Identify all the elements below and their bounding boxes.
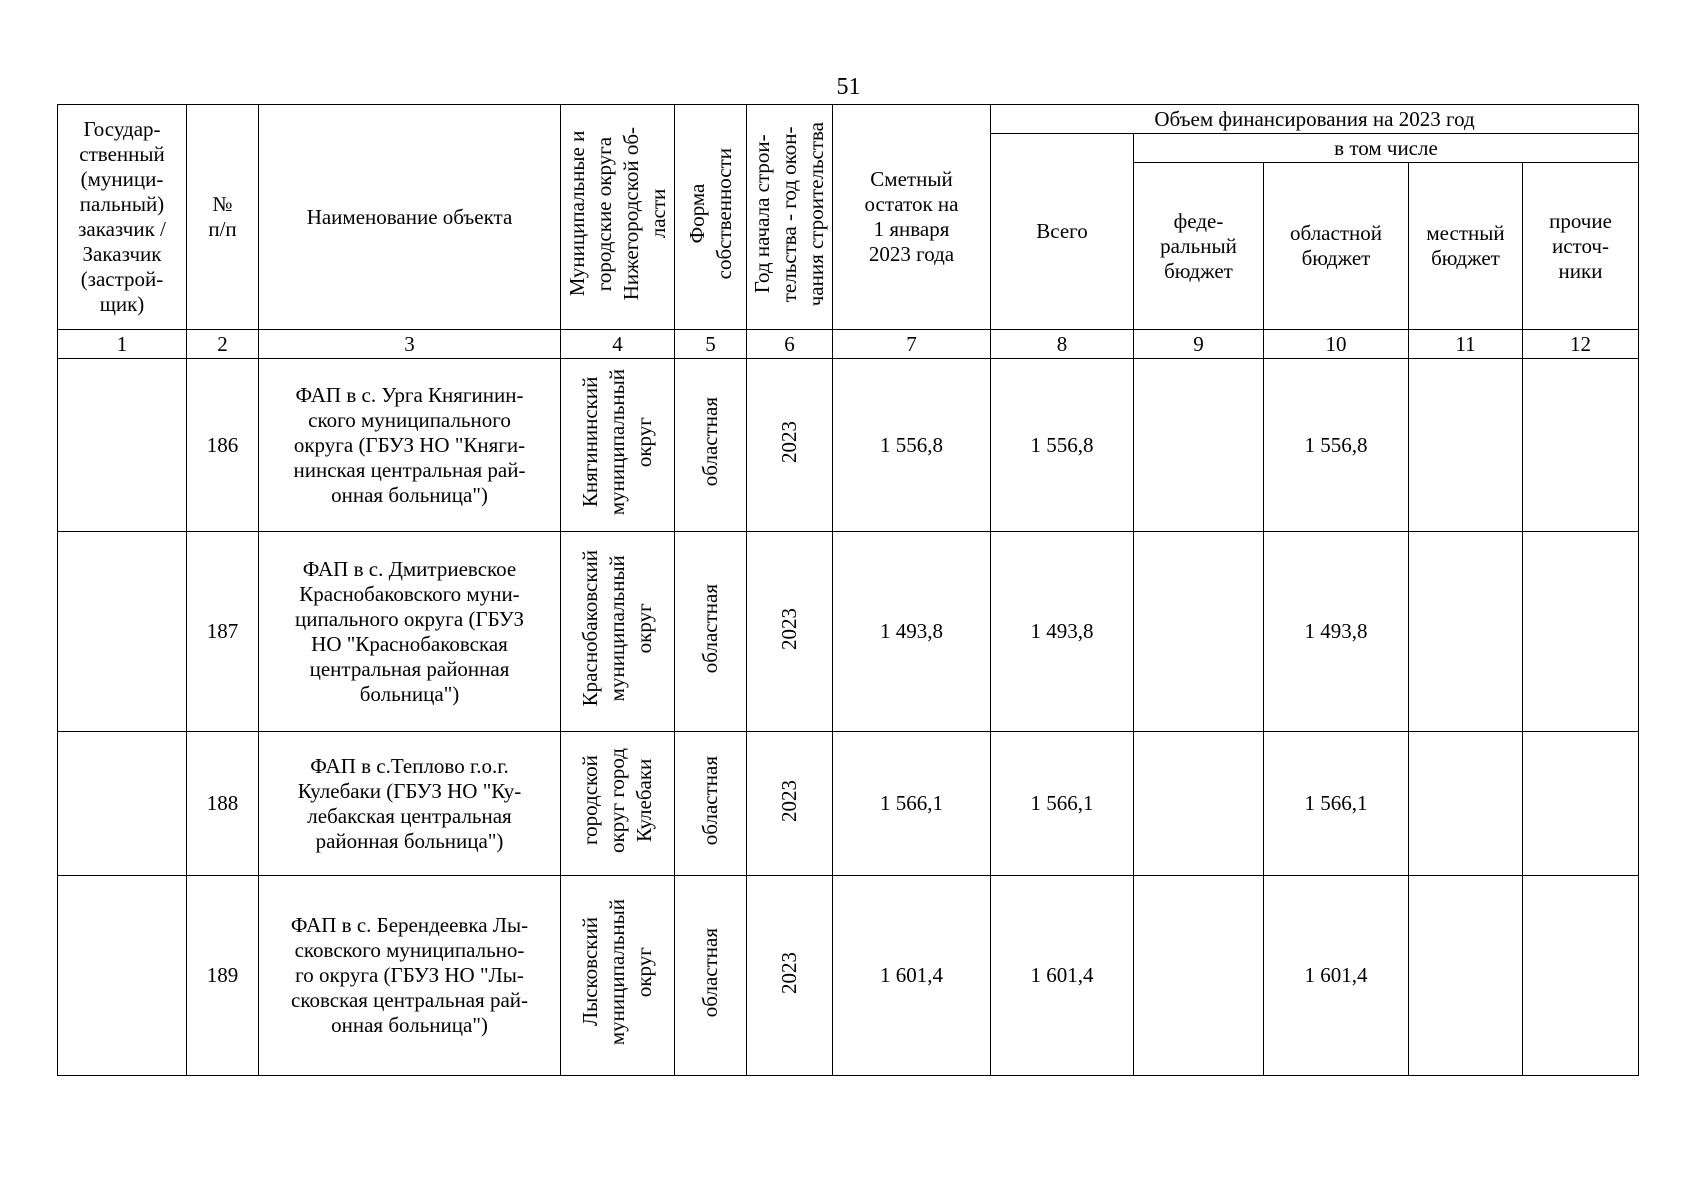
header-customer [58, 105, 187, 330]
cell-customer [58, 876, 187, 1076]
cell-other [1523, 876, 1639, 1076]
cell-years-text: 2023 [777, 779, 801, 822]
cell-num: 187 [187, 532, 259, 732]
cell-name [259, 876, 561, 1076]
cell-estimate: 1 556,8 [833, 359, 991, 532]
column-number: 9 [1134, 330, 1264, 359]
cell-customer [58, 732, 187, 876]
cell-name [259, 532, 561, 732]
header-other-text: прочие источ- ники [1549, 208, 1612, 283]
column-number: 1 [58, 330, 187, 359]
cell-name-text: ФАП в с.Теплово г.о.г. Кулебаки (ГБУЗ НО "Ку- лебакская центральная районная больница") [297, 753, 522, 853]
header-including [1134, 134, 1639, 163]
cell-estimate: 1 493,8 [833, 532, 991, 732]
cell-local [1409, 359, 1523, 532]
table-row [58, 732, 1639, 876]
cell-ownership [675, 732, 747, 876]
cell-district [561, 732, 675, 876]
cell-total: 1 493,8 [991, 532, 1134, 732]
header-ownership [675, 105, 747, 330]
cell-estimate: 1 566,1 [833, 732, 991, 876]
header-funding-text: Объем финансирования на 2023 год [1154, 106, 1475, 131]
financing-table [57, 104, 1639, 1076]
table-row [58, 532, 1639, 732]
column-numbers-row [58, 330, 1639, 359]
cell-name [259, 359, 561, 532]
column-number: 3 [259, 330, 561, 359]
cell-years [747, 732, 833, 876]
cell-total: 1 601,4 [991, 876, 1134, 1076]
column-number: 11 [1409, 330, 1523, 359]
header-customer-text: Государ- ственный (муници- пальный) заказчик / Заказчик (застрой- щик) [78, 117, 166, 316]
cell-name-text: ФАП в с. Берендеевка Лы- сковского муниципально- го округа (ГБУЗ НО "Лы- сковская центральная рай- онная больница") [290, 913, 529, 1037]
cell-regional: 1 566,1 [1264, 732, 1409, 876]
cell-ownership [675, 359, 747, 532]
cell-num: 188 [187, 732, 259, 876]
cell-ownership-text: областная [698, 927, 722, 1018]
header-total [991, 134, 1134, 330]
cell-num: 189 [187, 876, 259, 1076]
cell-years-text: 2023 [777, 607, 801, 650]
header-num [187, 105, 259, 330]
cell-ownership-text: областная [698, 397, 722, 487]
header-local-text: местный бюджет [1426, 221, 1505, 270]
header-local [1409, 163, 1523, 330]
page-number: 51 [836, 74, 861, 100]
header-ownership-text: Форма собственности [684, 148, 736, 280]
cell-name-text: ФАП в с. Урга Княгинин- ского муниципального округа (ГБУЗ НО "Княги- нинская центральная рай- онная больница") [293, 382, 526, 507]
column-number: 5 [675, 330, 747, 359]
cell-years [747, 359, 833, 532]
cell-name [259, 732, 561, 876]
header-total-text: Всего [1036, 219, 1088, 243]
cell-federal [1134, 359, 1264, 532]
cell-ownership [675, 532, 747, 732]
cell-local [1409, 876, 1523, 1076]
column-number: 4 [561, 330, 675, 359]
column-number: 2 [187, 330, 259, 359]
cell-district [561, 359, 675, 532]
cell-total: 1 566,1 [991, 732, 1134, 876]
header-district [561, 105, 675, 330]
column-number: 6 [747, 330, 833, 359]
cell-years-text: 2023 [777, 421, 801, 463]
column-number: 8 [991, 330, 1134, 359]
cell-federal [1134, 532, 1264, 732]
header-estimate [833, 105, 991, 330]
header-federal-text: феде- ральный бюджет [1160, 208, 1237, 283]
cell-other [1523, 359, 1639, 532]
cell-num: 186 [187, 359, 259, 532]
cell-ownership-text: областная [698, 755, 722, 846]
cell-estimate: 1 601,4 [833, 876, 991, 1076]
header-federal [1134, 163, 1264, 330]
header-including-text: в том числе [1334, 135, 1438, 160]
header-num-text: № п/п [208, 192, 237, 241]
header-years [747, 105, 833, 330]
cell-years [747, 532, 833, 732]
header-regional-text: областной бюджет [1290, 221, 1382, 270]
cell-district [561, 532, 675, 732]
header-name [259, 105, 561, 330]
header-years-text: Год начала строи- тельства - год окон- чания строительства [750, 121, 828, 307]
cell-name-text: ФАП в с. Дмитриевское Краснобаковского муни- ципального округа (ГБУЗ НО "Краснобаковская центральная районная больница") [294, 556, 525, 706]
cell-federal [1134, 876, 1264, 1076]
cell-district-text: Краснобаковский муниципальный округ [578, 550, 656, 707]
header-name-text: Наименование объекта [306, 204, 513, 229]
header-funding [991, 105, 1639, 134]
cell-local [1409, 732, 1523, 876]
header-estimate-text: Сметный остаток на 1 января 2023 года [864, 167, 959, 266]
cell-district [561, 876, 675, 1076]
cell-other [1523, 532, 1639, 732]
cell-other [1523, 732, 1639, 876]
cell-district-text: Лысковский муниципальный округ [578, 899, 656, 1046]
cell-regional: 1 556,8 [1264, 359, 1409, 532]
cell-customer [58, 359, 187, 532]
table-row [58, 876, 1639, 1076]
cell-district-text: городской округ город Кулебаки [578, 748, 656, 853]
cell-customer [58, 532, 187, 732]
header-district-text: Муниципальные и городские округа Нижегородской об- ласти [564, 127, 670, 301]
cell-regional: 1 601,4 [1264, 876, 1409, 1076]
cell-local [1409, 532, 1523, 732]
cell-federal [1134, 732, 1264, 876]
column-number: 7 [833, 330, 991, 359]
header-regional [1264, 163, 1409, 330]
cell-years [747, 876, 833, 1076]
column-number: 10 [1264, 330, 1409, 359]
header-other [1523, 163, 1639, 330]
cell-regional: 1 493,8 [1264, 532, 1409, 732]
table-row [58, 359, 1639, 532]
cell-ownership-text: областная [698, 583, 722, 674]
cell-total: 1 556,8 [991, 359, 1134, 532]
cell-ownership [675, 876, 747, 1076]
cell-years-text: 2023 [777, 951, 801, 994]
column-number: 12 [1523, 330, 1639, 359]
cell-district-text: Княгининский муниципальный округ [578, 368, 656, 516]
